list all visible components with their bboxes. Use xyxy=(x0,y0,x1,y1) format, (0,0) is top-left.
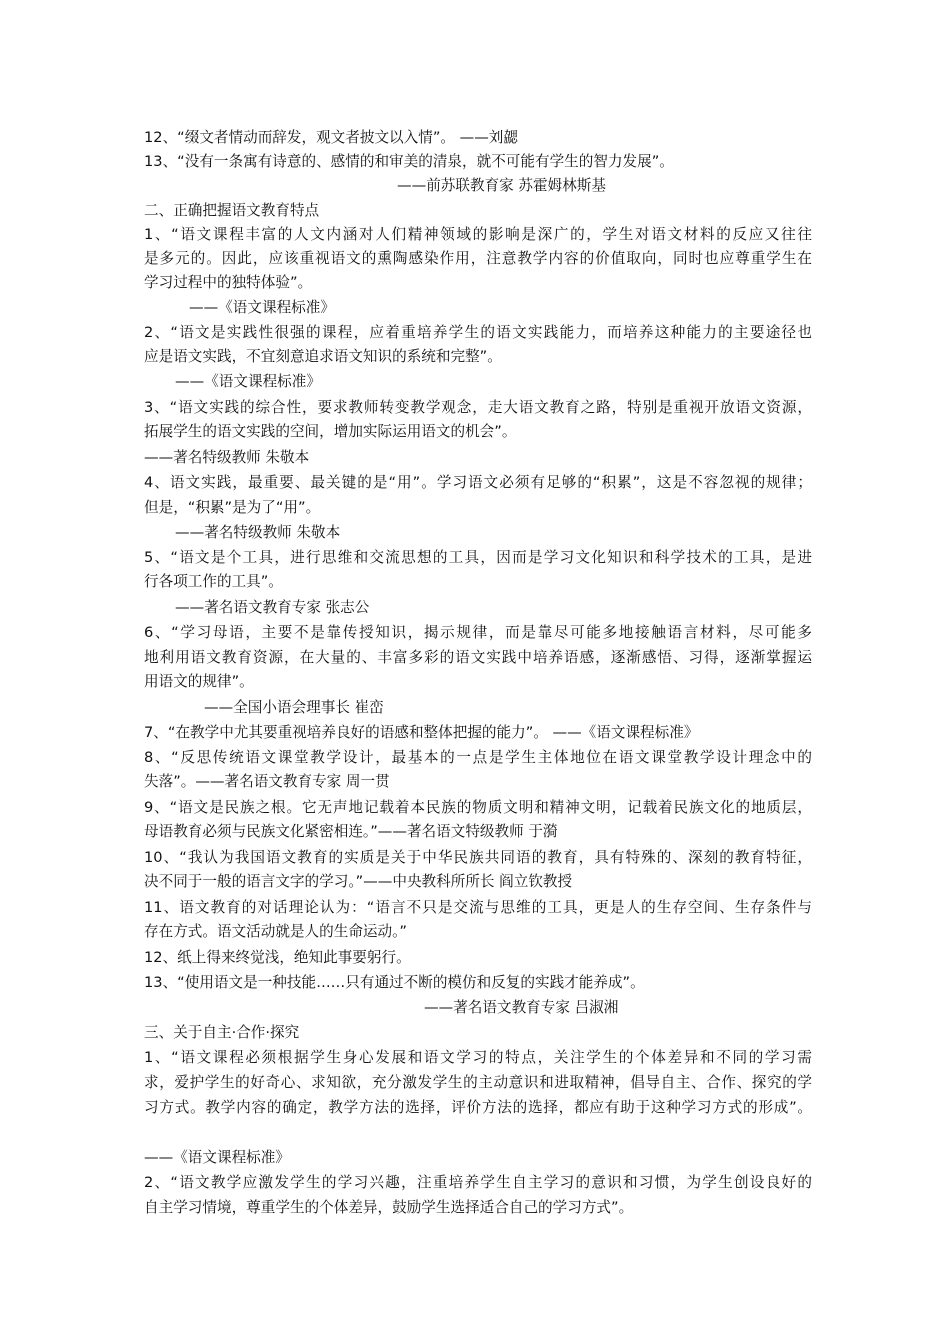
text-line: 11、语文教育的对话理论认为：“语言不只是交流与思维的工具，更是人的生存空间、生存条件与 xyxy=(144,899,812,916)
text-line: ——著名语文教育专家 张志公 xyxy=(175,599,370,616)
text-line: 4、语文实践，最重要、最关键的是“用”。学习语文必须有足够的“积累”，这是不容忽视的规律； xyxy=(144,474,812,491)
text-line: 2、“语文教学应激发学生的学习兴趣，注重培养学生自主学习的意识和习惯，为学生创设良好的 xyxy=(144,1174,812,1191)
text-line: 2、“语文是实践性很强的课程，应着重培养学生的语文实践能力，而培养这种能力的主要途径也 xyxy=(144,324,812,341)
text-line: ——《语文课程标准》 xyxy=(144,1149,290,1166)
text-line: 习方式。教学内容的确定，教学方法的选择，评价方法的选择，都应有助于这种学习方式的形成”。 xyxy=(144,1099,812,1116)
text-line: 三、关于自主·合作·探究 xyxy=(144,1024,300,1041)
text-line: 1、“语文课程必须根据学生身心发展和语文学习的特点，关注学生的个体差异和不同的学习需 xyxy=(144,1049,812,1066)
text-line: 5、“语文是个工具，进行思维和交流思想的工具，因而是学习文化知识和科学技术的工具，是进 xyxy=(144,549,812,566)
text-line: ——著名特级教师 朱敬本 xyxy=(144,449,310,466)
text-line: ——《语文课程标准》 xyxy=(175,373,321,390)
text-line: 是多元的。因此，应该重视语文的熏陶感染作用，注意教学内容的价值取向，同时也应尊重学生在 xyxy=(144,250,812,267)
text-line: 存在方式。语文活动就是人的生命运动。” xyxy=(144,923,407,940)
text-line: 行各项工作的工具”。 xyxy=(144,573,283,590)
text-line: ——全国小语会理事长 崔峦 xyxy=(204,699,384,716)
text-line: 地利用语文教育资源，在大量的、丰富多彩的语文实践中培养语感，逐渐感悟、习得，逐渐掌握运 xyxy=(144,649,812,666)
text-line: 6、“学习母语，主要不是靠传授知识，揭示规律，而是靠尽可能多地接触语言材料，尽可能多 xyxy=(144,624,812,641)
text-line: ——著名语文教育专家 吕淑湘 xyxy=(424,999,619,1016)
text-line: 3、“语文实践的综合性，要求教师转变教学观念，走大语文教育之路，特别是重视开放语文资源， xyxy=(144,399,812,416)
text-line: 应是语文实践，不宜刻意追求语文知识的系统和完整”。 xyxy=(144,348,502,365)
text-line: 13、“使用语文是一种技能……只有通过不断的模仿和反复的实践才能养成”。 xyxy=(144,974,645,991)
text-line: 母语教育必须与民族文化紧密相连。”——著名语文特级教师 于漪 xyxy=(144,823,558,840)
text-line: 决不同于一般的语言文字的学习。”——中央教科所所长 阎立钦教授 xyxy=(144,873,573,890)
text-line: 求，爱护学生的好奇心、求知欲，充分激发学生的主动意识和进取精神，倡导自主、合作、探究的学 xyxy=(144,1074,812,1091)
text-line: 13、“没有一条寓有诗意的、感情的和审美的清泉，就不可能有学生的智力发展”。 xyxy=(144,153,674,170)
text-line: 但是，“积累”是为了“用”。 xyxy=(144,499,321,516)
text-line: 二、正确把握语文教育特点 xyxy=(144,202,320,219)
text-line: ——前苏联教育家 苏霍姆林斯基 xyxy=(397,177,606,194)
text-line: ——著名特级教师 朱敬本 xyxy=(175,524,341,541)
text-line: 12、纸上得来终觉浅，绝知此事要躬行。 xyxy=(144,949,411,966)
text-line: 8、“反思传统语文课堂教学设计，最基本的一点是学生主体地位在语文课堂教学设计理念中的 xyxy=(144,749,812,766)
text-line: 7、“在教学中尤其要重视培养良好的语感和整体把握的能力”。 ——《语文课程标准》 xyxy=(144,724,699,741)
text-line: 12、“缀文者情动而辞发，观文者披文以入情”。 ——刘勰 xyxy=(144,129,518,146)
text-line: 失落”。——著名语文教育专家 周一贯 xyxy=(144,773,390,790)
text-line: 自主学习情境，尊重学生的个体差异，鼓励学生选择适合自己的学习方式”。 xyxy=(144,1199,634,1216)
text-line: 9、“语文是民族之根。它无声地记载着本民族的物质文明和精神文明，记载着民族文化的地质层， xyxy=(144,799,812,816)
text-line: 用语文的规律”。 xyxy=(144,673,254,690)
text-line: 拓展学生的语文实践的空间，增加实际运用语文的机会”。 xyxy=(144,423,517,440)
text-line: 10、“我认为我国语文教育的实质是关于中华民族共同语的教育，具有特殊的、深刻的教育特征， xyxy=(144,849,812,866)
text-line: ——《语文课程标准》 xyxy=(189,299,335,316)
text-line: 学习过程中的独特体验”。 xyxy=(144,274,313,291)
text-line: 1、“语文课程丰富的人文内涵对人们精神领域的影响是深广的，学生对语文材料的反应又往往 xyxy=(144,226,812,243)
